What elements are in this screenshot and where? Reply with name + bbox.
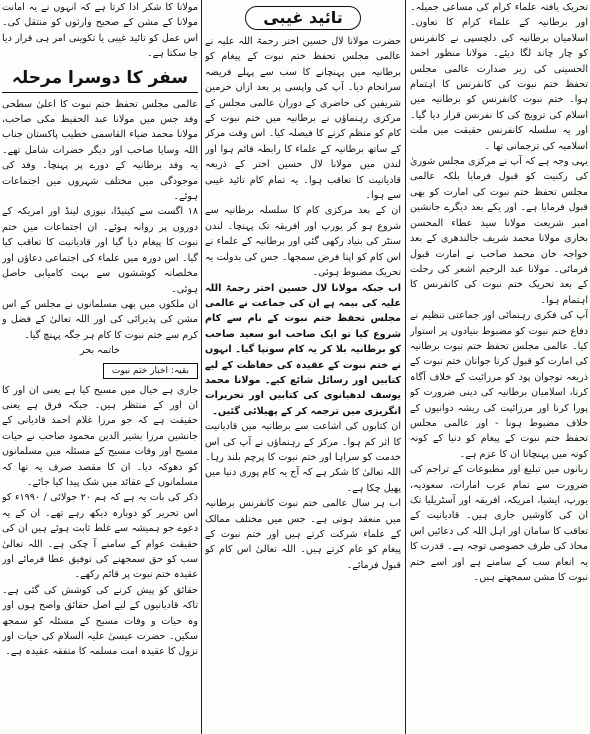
middle-column xyxy=(205,0,401,734)
section-heading: تائید غیبی xyxy=(245,6,361,30)
article-paragraph: اب ہر سال عالمی ختم نبوت کانفرنس برطانیہ میں منعقد ہوتی ہے۔ جس میں مختلف ممالک کے علماء شرکت کرتے ہیں اور ختم نبوت کے پیغام کو عام کرتے ہیں۔ اللہ تعالیٰ اس کام کو قبول فرمائے۔ xyxy=(205,498,401,571)
article-paragraph: مولانا کا شکر ادا کرتا ہے کہ انہوں نے یہ امانت مولانا کے مشن کے صحیح وارثوں کو منتقل کی۔ اس عمل کو تائید غیبی یا تکوینی امر ہی قرار دیا جا سکتا ہے۔ xyxy=(2,2,198,60)
column-divider-right xyxy=(405,0,406,734)
article-paragraph: ان ملکوں میں بھی مسلمانوں نے مجلس کے اس مشن کی پذیرائی کی اور اللہ تعالیٰ کے فضل و کرم سے ختم نبوت کا کام ہر جگہ پہنچ گیا۔ xyxy=(2,298,198,341)
article-paragraph: حضرت مولانا لال حسین اختر رحمۃ اللہ علیہ نے عالمی مجلس تحفظ ختم نبوت کے پیغام کو برطانیہ میں پہنچانے کا سب سے پہلے فریضہ سرانجام دیا۔ آپ کی واپسی پر بعد ازاں حرمین شریفین کی حاضری کے دوران عالمی مجلس کے مرکزی رہنماؤں نے برطانیہ میں ختم نبوت کے کام کو منظم کرنے کا فیصلہ کیا۔ اس وقت مرکز کے ساتھ برطانیہ کے علماء کا رابطہ قائم ہوا اور لندن میں مولانا لال حسین اختر کے ذریعہ قادیانیت کا تعاقب ہوا۔ یہ تمام کام تائید غیبی سے ہوا۔ xyxy=(205,36,401,202)
article-paragraph: زبانوں میں تبلیغ اور مطبوعات کے تراجم کی ضرورت سے تمام عرب امارات، سعودیہ، یورپ، ایشیا، امریکہ، افریقہ اور آسٹریلیا تک ان کی کاوشیں جاری ہیں۔ قادیانیت کے تعاقب کا سامان اور اہل اللہ کی دعائیں اس محاذ کی طرف خصوصی توجہ ہے۔ قدرت کا یہ انعام سب کے سامنے ہے اور اسے ختم نبوت کا مشن سمجھتے ہیں۔ xyxy=(410,464,588,584)
column-divider-left xyxy=(201,0,202,734)
article-paragraph: جاری ہے خیال میں مسیح کیا ہے یعنی ان اور کا ان اور کے منتظر ہیں۔ جبکہ فرق ہے یعنی حقیقت ہے کہ جو مرزا غلام احمد قادیانی کے جانشین مرزا بشیر الدین محمود صاحب نے حیات مسیح اور وفات مسیح کے مسئلہ میں مسلمانوں کو دھوکہ دیا۔ ان کا مقصد صرف یہ تھا کہ مسلمانوں کے عقائد میں شک پیدا کیا جائے۔ xyxy=(2,384,198,488)
right-column xyxy=(410,0,588,734)
article-paragraph: ان کے بعد مرکزی کام کا سلسلہ برطانیہ سے شروع ہو کر یورپ اور افریقہ تک پہنچا۔ لندن سنٹر کی بنیاد رکھی گئی اور برطانیہ کے علماء نے اس کام کو اپنا فرض سمجھا۔ جس کی بدولت یہ تحریک مضبوط ہوئی۔ xyxy=(205,205,401,279)
article-paragraph: ذکر کی بات یہ ہے کہ ہم ۲۰ جولائی / ۱۹۹۰ء کو اس تحریر کو دوبارہ دیکھ رہے تھے۔ ان کے یہ دعوے جو ہمیشہ سے غلط ثابت ہوئے ہیں ان کی حقیقت عوام کے سامنے آ چکی ہے۔ اللہ تعالیٰ سب کو حق سمجھنے کی توفیق عطا فرمائے اور عقیدہ ختم نبوت پر قائم رکھے۔ xyxy=(2,492,198,581)
article-paragraph: آپ کی فکری رہنمائی اور جماعتی تنظیم نے دفاع ختم نبوت کو مضبوط بنیادوں پر استوار کیا۔ عالمی مجلس تحفظ ختم نبوت برطانیہ کی امارت کو قبول کرنا جوانان ختم نبوت کے ذریعہ نوجوان پود کو مرزائیت کے خلاف آگاہ کرنا، اسلامیان برطانیہ کی دینی ضرورت کو پورا کرنا اور مرزائیت کی ریشہ دوانیوں کے خلاف مضبوط ہونا - اور عالمی مجلس تحفظ ختم نبوت کے پیغام کو دنیا کے کونہ کونہ میں پہنچانا ان کا عزم ہے۔ xyxy=(410,310,588,460)
article-paragraph: ۱۸ اگست سے کینیڈا، نیوزی لینڈ اور امریکہ کے دوروں پر روانہ ہوئے۔ ان اجتماعات میں ختم نبوت کا پیغام دیا گیا اور قادیانیت کا تعاقب کیا گیا۔ اس دورہ میں علماء کی اجتماعی دعاؤں اور مخلصانہ کوششوں سے بہت کامیابی حاصل ہوئی۔ xyxy=(2,206,198,295)
continued-label: بقیہ: اخبار ختم نبوت xyxy=(103,363,198,379)
section-heading: سفر کا دوسرا مرحلہ xyxy=(2,66,198,93)
article-paragraph: اب جبکہ مولانا لال حسین اختر رحمۃ اللہ علیہ کی بیمہ ہے ان کی جماعت نے عالمی مجلس تحفظ ختم نبوت کے نام سے کام شروع کیا تو ایک صاحب ابو سعید صاحب کو برطانیہ بلا کر یہ کام سونپا گیا۔ انہوں نے ختم نبوت کے عقیدہ کی حفاظت کے لیے کتابیں اور رسائل شائع کیے۔ مولانا محمد یوسف لدھیانوی کی کتابیں اور تحریرات انگریزی میں ترجمہ کر کے پھیلائی گئیں۔ xyxy=(205,282,401,417)
article-paragraph: عالمی مجلس تحفظ ختم نبوت کا اعلیٰ سطحی وفد جس میں مولانا عبد الحفیظ مکی صاحب، مولانا محمد ضیاء القاسمی خطیب پاکستان جناب اللہ وسایا صاحب اور دیگر حضرات شامل تھے۔ یہ وفد برطانیہ کے دورے پر پہنچا۔ وفد کی موجودگی میں مختلف شہروں میں اجتماعات ہوئے۔ xyxy=(2,98,198,203)
article-paragraph: ان کتابوں کی اشاعت سے برطانیہ میں قادیانیت کا اثر کم ہوا۔ مرکز کے رہنماؤں نے آپ کی اس خدمت کو سراہا اور ختم نبوت کا پرچم بلند رہا۔ اللہ تعالیٰ کا شکر ہے کہ آج یہ کام پوری دنیا میں پھیل چکا ہے۔ xyxy=(205,421,401,494)
article-paragraph: حقائق کو پیش کرنے کی کوشش کی گئی ہے۔ تاکہ قادیانیوں کے لیے اصل حقائق واضح ہوں اور وہ حیات و وفات مسیح کے مسئلہ کو سمجھ سکیں۔ حضرت عیسیٰ علیہ السلام کی حیات اور نزول کا عقیدہ امت مسلمہ کا متفقہ عقیدہ ہے۔ xyxy=(2,584,198,658)
article-paragraph: تحریک یافتہ علماء کرام کی مساعی جمیلہ۔ اور برطانیہ کے علماء کرام کا تعاون۔ اسلامیان برطانیہ کی دلچسپی نے کانفرنس کو چار چاند لگا دیئے۔ مولانا منظور احمد الحسینی کی زیر صدارت عالمی مجلس تحفظ ختم نبوت کی کانفرنس کا اہتمام ہوا۔ ختم نبوت کانفرنس کو برطانیہ میں اسلام کی ترویج کی کا نفرنس قرار دیا گیا۔ اور یہ سلسلہ کانفرنس حقیقت میں ملت اسلامیہ کی ترجمانی تھا ۔ xyxy=(410,2,588,152)
article-paragraph: یہی وجہ ہے کہ آپ نے مرکزی مجلس شوریٰ کی رکنیت کو قبول فرمایا بلکہ عالمی مجلس تحفظ ختم نبوت کی امارت کو بھی قبول فرمایا ہے۔ اور یکے بعد دیگرے جانشین امیر شریعت مولانا سید عطاء المحسن بخاری مولانا محمد شریف جالندھری کے بعد خواجہ خان محمد صاحب نے امارت قبول فرمائی۔ مولانا عبد الرحیم اشعر کی رحلت کے بعد تحریک ختم نبوت کی کانفرنس کا اہتمام ہوا۔ xyxy=(410,156,588,306)
end-mark: خاتمہ بحر xyxy=(80,345,120,357)
left-column xyxy=(2,0,198,734)
